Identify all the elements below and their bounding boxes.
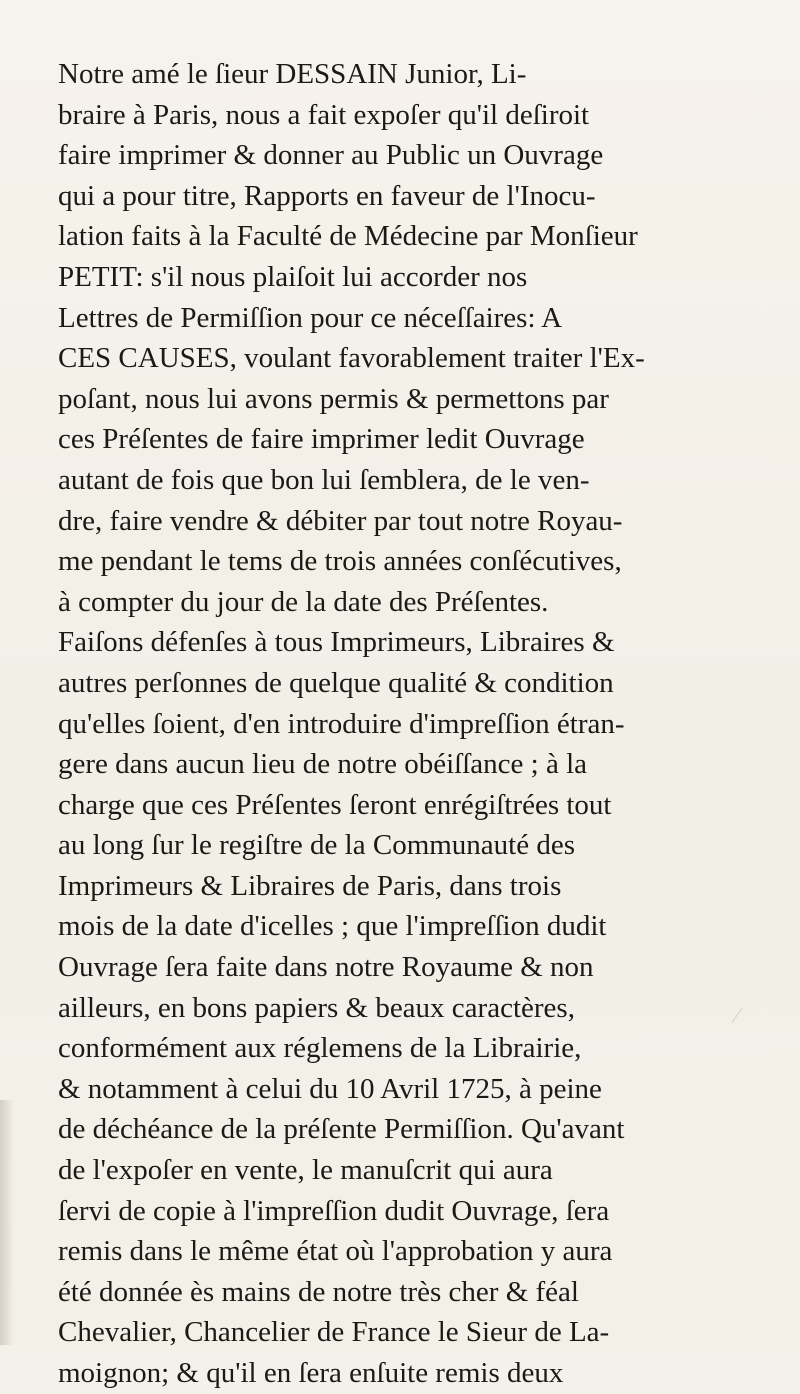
body-text [58, 54, 748, 1394]
text-line: conformément aux réglemens de la Librairie, [58, 1032, 582, 1065]
text-line: me pendant le tems de trois années conſécutives, [58, 545, 622, 578]
text-line: qui a pour titre, Rapports en faveur de l'Inocu- [58, 179, 596, 212]
text-line: mois de la date d'icelles ; que l'impreſſion dudit [58, 910, 607, 943]
text-line: gere dans aucun lieu de notre obéiſſance ; à la [58, 748, 588, 781]
text-line: & notamment à celui du 10 Avril 1725, à peine [58, 1072, 602, 1105]
text-line: dre, faire vendre & débiter par tout notre Royau- [58, 504, 623, 537]
text-line: Imprimeurs & Libraires de Paris, dans trois [58, 869, 562, 902]
page-edge-shadow [0, 1100, 14, 1345]
text-line: autant de fois que bon lui ſemblera, de le ven- [58, 463, 590, 496]
text-line: qu'elles ſoient, d'en introduire d'impreſſion étran- [58, 707, 625, 740]
text-line: de l'expoſer en vente, le manuſcrit qui aura [58, 1154, 553, 1187]
text-line: Chevalier, Chancelier de France le Sieur de La- [58, 1316, 610, 1349]
text-line: Lettres de Permiſſion pour ce néceſſaires: A [58, 301, 563, 334]
text-line: autres perſonnes de quelque qualité & condition [58, 666, 614, 699]
text-line: faire imprimer & donner au Public un Ouvrage [58, 139, 604, 172]
text-line: lation faits à la Faculté de Médecine par Monſieur [58, 220, 638, 253]
text-line: été donnée ès mains de notre très cher & féal [58, 1275, 579, 1308]
text-line: ſervi de copie à l'impreſſion dudit Ouvrage, ſera [58, 1194, 610, 1227]
text-line-last: moignon; & qu'il en ſera enſuite remis deux [58, 1357, 564, 1389]
text-line: au long ſur le regiſtre de la Communauté des [58, 829, 576, 862]
text-line: ailleurs, en bons papiers & beaux caractères, [58, 991, 575, 1024]
text-line: poſant, nous lui avons permis & permettons par [58, 382, 609, 415]
text-line: remis dans le même état où l'approbation y aura [58, 1235, 613, 1268]
text-line: Faiſons défenſes à tous Imprimeurs, Libraires & [58, 626, 615, 659]
text-line: à compter du jour de la date des Préſentes. [58, 585, 549, 618]
text-line: Notre amé le ſieur DESSAIN Junior, Li- [58, 58, 527, 90]
text-line: CES CAUSES, voulant favorablement traiter l'Ex- [58, 342, 645, 375]
text-line: braire à Paris, nous a fait expoſer qu'il deſiroit [58, 98, 590, 131]
text-line: de déchéance de la préſente Permiſſion. Qu'avant [58, 1113, 625, 1146]
text-line: ces Préſentes de faire imprimer ledit Ouvrage [58, 423, 585, 456]
text-line: Ouvrage ſera faite dans notre Royaume & non [58, 951, 594, 984]
text-line: charge que ces Préſentes ſeront enrégiſtrées tout [58, 788, 612, 821]
text-line: PETIT: s'il nous plaiſoit lui accorder nos [58, 260, 528, 293]
